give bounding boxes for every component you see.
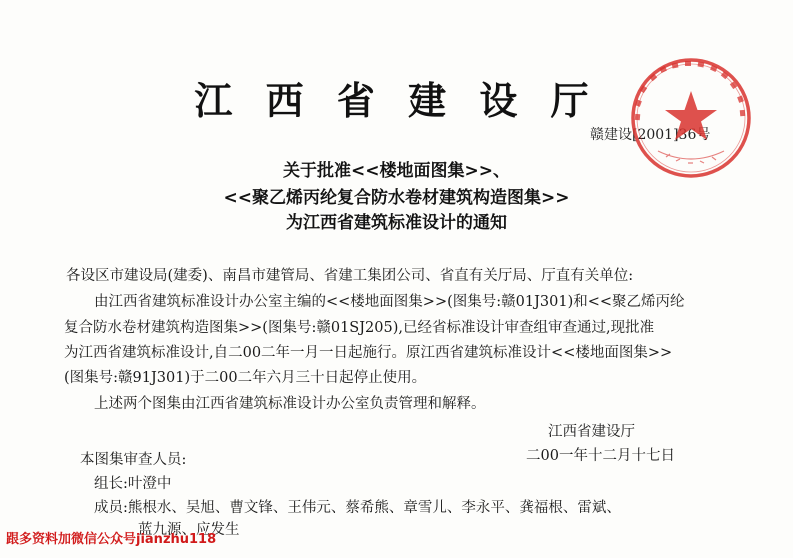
official-seal-stamp [628,55,754,181]
paragraph-1-line-1: 由江西省建筑标准设计办公室主编的<<楼地面图集>>(图集号:赣01J301)和<<聚乙烯丙纶 [94,294,685,310]
paragraph-2: 上述两个图集由江西省建筑标准设计办公室负责管理和解释。 [94,396,486,412]
document-number: 赣建设[2001]36号 [590,127,711,143]
notice-title-line-2: <<聚乙烯丙纶复合防水卷材建筑构造图集>> [223,188,570,208]
reviewers-heading: 本图集审查人员: [80,452,187,468]
seal-star-icon [665,91,717,140]
paragraph-1-line-3: 为江西省建筑标准设计,自二00二年一月一日起施行。原江西省建筑标准设计<<楼地面图集>> [64,345,673,361]
recipients-line: 各设区市建设局(建委)、南昌市建管局、省建工集团公司、省直有关厅局、厅直有关单位: [66,268,634,284]
signature-date: 二00一年十二月十七日 [526,448,675,464]
reviewers-members-line-1: 成员:熊根水、吴旭、曹文锋、王伟元、蔡希熊、章雪儿、李永平、龚福根、雷斌、 [94,500,621,516]
reviewers-members-line-2: 蓝九源、应发生 [138,522,240,538]
paragraph-1-line-2: 复合防水卷材建筑构造图集>>(图集号:赣01SJ205),已经省标准设计审查组审查通过,现批准 [64,320,655,336]
reviewers-leader: 组长:叶澄中 [94,476,172,492]
notice-title-line-1: 关于批准<<楼地面图集>>、 [283,161,510,181]
org-title: 江 西 省 建 设 厅 [194,79,599,123]
paragraph-1-line-4: (图集号:赣91J301)于二00二年六月三十日起停止使用。 [64,370,427,386]
notice-title-line-3: 为江西省建筑标准设计的通知 [286,213,507,233]
signature-org: 江西省建设厅 [548,424,635,440]
footer-watermark-text: 跟多资料加微信公众号jianzhu118 [6,532,217,547]
